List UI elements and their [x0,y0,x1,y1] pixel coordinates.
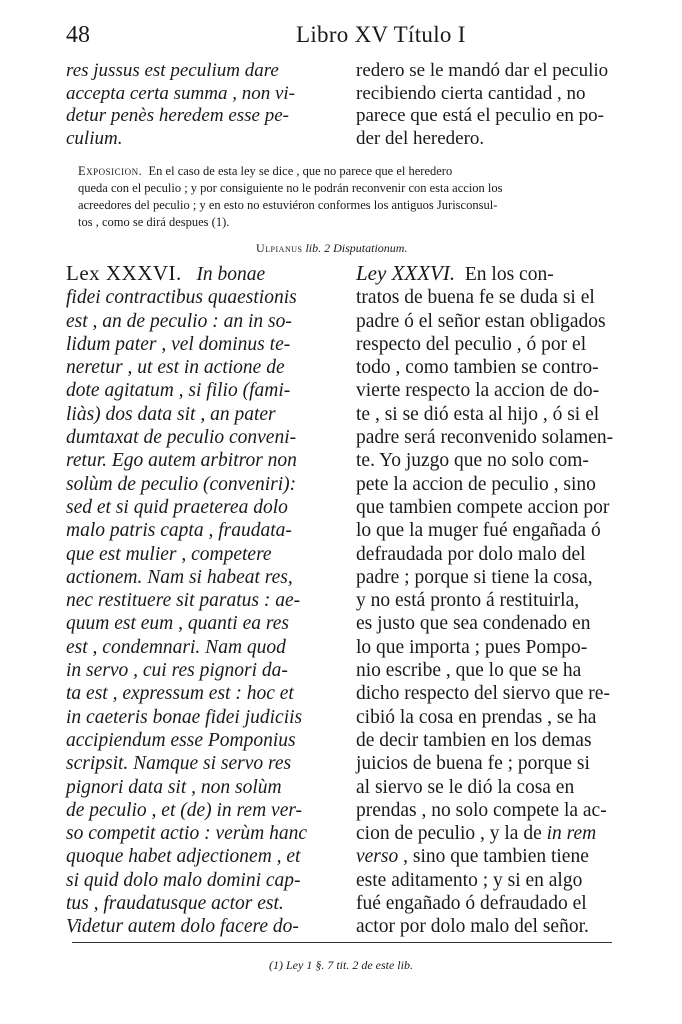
source-citation [256,241,407,256]
ley-text-italic: in rem verso [356,823,597,868]
exposicion-text: En el caso de esta ley se dice , que no parece que el heredero queda con el peculio ; y por consiguiente no le podrán reconvenir con esta accion los acreedores del peculio ; y en esto no estuviéron conformes los antiguos Jurisconsul- tos , como se dirá despues (1). [78,164,503,229]
latin-law-column [66,262,348,939]
footnote: (1) Ley 1 §. 7 tit. 2 de este lib. [269,958,413,972]
lex-text: In bonae fidei contractibus quaestionis est , an de peculio : an in so- lidum pater , vel dominus te- neretur , ut est in actione de dote agitatum , si filio (fami- liàs) dos data sit , an pater dumtaxat de peculio conveni- retur. Ego autem arbitror non solùm de peculio (conveniri): sed et si quid praeterea dolo malo patris capta , fraudata- que est mulier , competere actionem. Nam si habeat res, nec restituere sit paratus : ae- quum est eum , quanti ea res est , condemnari. Nam quod in servo , cui res pignori da- ta est , expressum est : hoc et in caeteris bonae fidei judiciis accipiendum esse Pomponius scripsit. Namque si servo res pignori data sit , non solùm de peculio , et (de) in rem ver- so competit actio : verùm hanc quoque habet adjectionem , et si quid dolo malo domini cap- tus , fraudatusque actor est. Videtur autem dolo facere do- [66,264,307,938]
exposicion-note [78,163,626,231]
exposicion-label: Exposicion. [78,164,143,178]
running-title: Libro XV Título I [296,22,466,47]
latin-continuation: res jussus est peculium dare accepta certa summa , non vi- detur penès heredem esse pe- culium. [66,60,295,149]
spanish-law-column [356,262,626,939]
ley-text-part2: , sino que tambien tiene este aditamento ; y si en algo fué engañado ó defraudado el actor por dolo malo del señor. [356,846,589,938]
page-number: 48 [66,22,90,48]
page-header [66,22,626,52]
ley-heading: Ley XXXVI. [356,261,456,285]
source-author: Ulpianus [256,241,303,255]
ley-text-part1: En los con- tratos de buena fe se duda si el padre ó el señor estan obligados respecto del peculio , ó por el todo , como tambien se contro- vierte respecto la accion de do- te , si se dió esta al hijo , ó si el padre será reconvenido solamen- te. Yo juzgo que no solo com- pete la accion de peculio , sino que tambien compete accion por lo que la muger fué engañada ó defraudada por dolo malo del padre ; porque si tiene la cosa, y no está pronto á restituirla, es justo que sea condenado en lo que importa ; pues Pompo- nio escribe , que lo que se ha dicho respecto del siervo que re- cibió la cosa en prendas , se ha de decir tambien en los demas juicios de buena fe ; porque si al siervo se le dió la cosa en prendas , no solo compete la ac- cion de peculio , y la de [356,264,614,845]
lex-heading: Lex XXXVI. [66,261,182,285]
footnote-rule [72,942,612,943]
spanish-continuation: redero se le mandó dar el peculio recibiendo cierta cantidad , no parece que está el peculio en po- der del heredero. [356,60,609,149]
source-work: lib. 2 Disputationum. [302,241,408,255]
